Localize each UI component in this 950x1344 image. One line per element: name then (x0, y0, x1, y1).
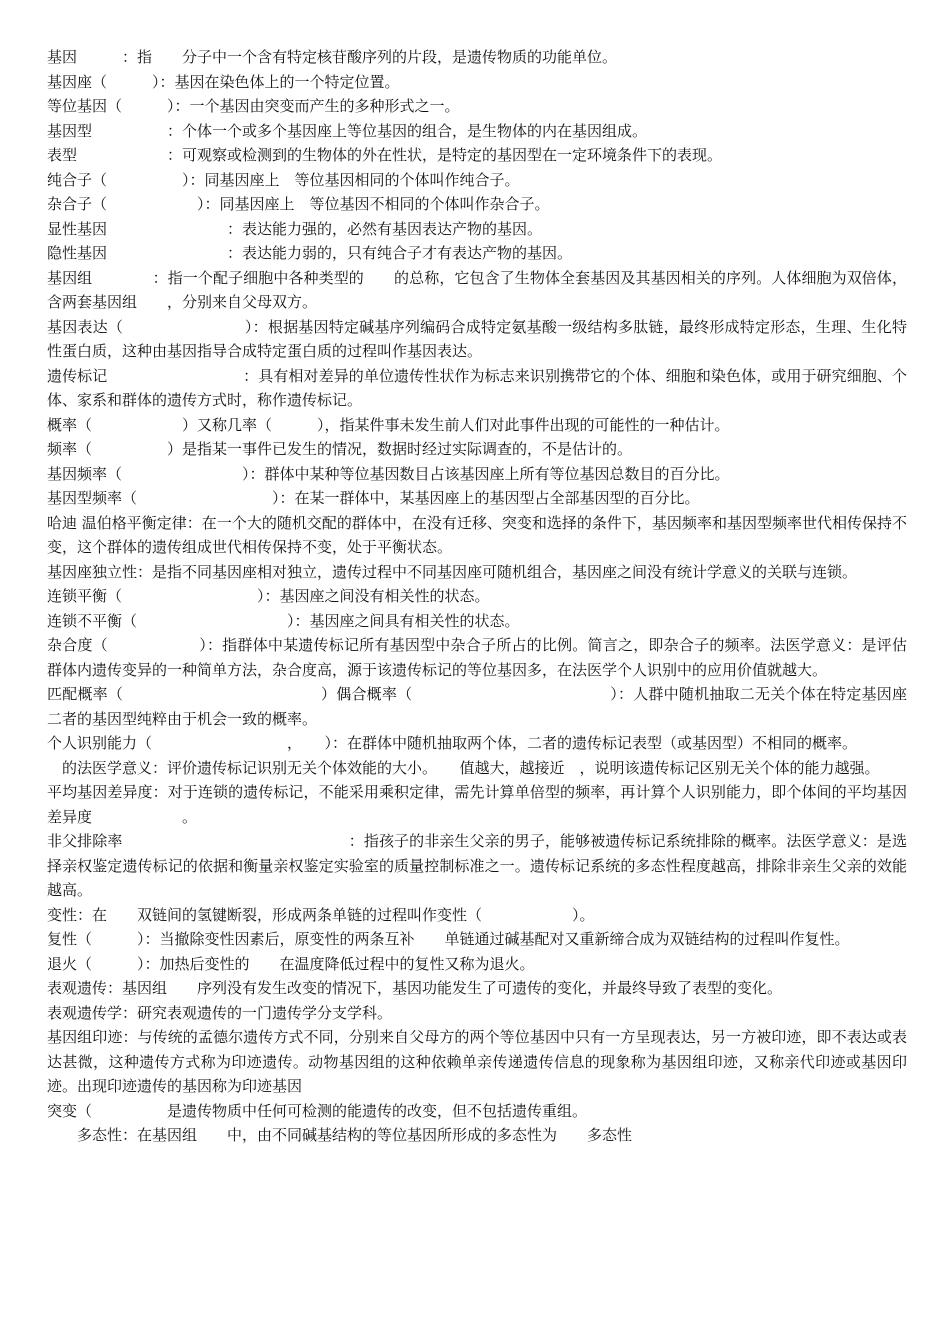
paragraph-frequency: 频率（ ）是指某一事件已发生的情况，数据时经过实际调查的，不是估计的。 (47, 440, 633, 458)
paragraph-genotype-frequency: 基因型频率（ ）：在某一群体中，某基因座上的基因型占全部基因型的百分比。 (47, 489, 700, 507)
paragraph-mean-gene-diversity: 平均基因差异度：对于连锁的遗传标记，不能采用乘积定律，需先计算单倍型的频率，再计算个人识别能力，即个体间的平均基因差异度 。 (47, 783, 907, 826)
paragraph-allele: 等位基因（ ）：一个基因由突变而产生的多种形式之一。 (47, 97, 460, 115)
paragraph-recessive-gene: 隐性基因 ：表达能力弱的，只有纯合子才有表达产物的基因。 (47, 244, 573, 262)
paragraph-heterozygosity: 杂合度（ ）：指群体中某遗传标记所有基因型中杂合子所占的比例。简言之，即杂合子的频率。法医学意义：是评估群体内遗传变异的一种简单方法，杂合度高，源于该遗传标记的等位基因多，在法医学个人识别中的应用价值就越大。 (47, 636, 907, 679)
paragraph-locus: 基因座（ ）：基因在染色体上的一个特定位置。 (47, 72, 400, 91)
paragraph-gene-expression: 基因表达（ ）：根据基因特定碱基序列编码合成特定氨基酸一级结构多肽链，最终形成特定形态，生理、生化特性蛋白质，这种由基因指导合成特定蛋白质的过程叫作基因表达。 (47, 317, 907, 360)
paragraph-gene: 基因 ：指 分子中一个含有特定核苷酸序列的片段，是遗传物质的功能单位。 (47, 48, 618, 66)
paragraph-phenotype: 表型 ：可观察或检测到的生物体的外在性状，是特定的基因型在一定环境条件下的表现。 (47, 146, 723, 164)
paragraph-dominant-gene: 显性基因 ：表达能力强的，必然有基因表达产物的基因。 (47, 219, 543, 238)
document-body (47, 45, 907, 1148)
paragraph-homozygote: 纯合子（ ）：同基因座上 等位基因相同的个体叫作纯合子。 (47, 170, 520, 189)
paragraph-hardy-weinberg: 哈迪 温伯格平衡定律：在一个大的随机交配的群体中，在没有迁移、突变和选择的条件下，基因频率和基因型频率世代相传保持不变，这个群体的遗传组成世代相传保持不变，处于平衡状态。 (47, 513, 907, 556)
paragraph-dp-significance: 的法医学意义：评价遗传标记识别无关个体效能的大小。 值越大，越接近 ，说明该遗传标记区别无关个体的能力越强。 (47, 758, 880, 777)
paragraph-annealing: 退火（ ）：加热后变性的 在温度降低过程中的复性又称为退火。 (47, 954, 535, 973)
paragraph-epigenetics: 表观遗传：基因组 序列没有发生改变的情况下，基因功能发生了可遗传的变化，并最终导致了表型的变化。 (47, 979, 783, 997)
paragraph-genome: 基因组 ：指一个配子细胞中各种类型的 的总称，它包含了生物体全套基因及其基因相关的序列。人体细胞为双倍体，含两套基因组 ，分别来自父母双方。 (47, 268, 907, 311)
paragraph-exclusion-probability: 非父排除率 ：指孩子的非亲生父亲的男子，能够被遗传标记系统排除的概率。法医学意义：是选择亲权鉴定遗传标记的依据和衡量亲权鉴定实验室的质量控制标准之一。遗传标记系统的多态性程度越高，排除非亲生父亲的效能越高。 (47, 832, 907, 899)
paragraph-probability: 概率（ ）又称几率（ ），指某件事未发生前人们对此事件出现的可能性的一种估计。 (47, 415, 730, 434)
paragraph-genotype: 基因型 ：个体一个或多个基因座上等位基因的组合，是生物体的内在基因组成。 (47, 121, 648, 140)
paragraph-denaturation: 变性：在 双链间的氢键断裂，形成两条单链的过程叫作变性（ ）。 (47, 905, 595, 924)
paragraph-epigenetics-science: 表观遗传学：研究表观遗传的一门遗传学分支学科。 (47, 1003, 393, 1022)
paragraph-renaturation: 复性（ ）：当撤除变性因素后，原变性的两条互补 单链通过碱基配对又重新缔合成为双链结构的过程叫作复性。 (47, 930, 850, 948)
paragraph-match-probability: 匹配概率（ ）偶合概率（ ）：人群中随机抽取二无关个体在特定基因座二者的基因型纯粹由于机会一致的概率。 (47, 685, 907, 728)
paragraph-heterozygote: 杂合子（ ）：同基因座上 等位基因不相同的个体叫作杂合子。 (47, 195, 550, 213)
paragraph-genetic-marker: 遗传标记 ：具有相对差异的单位遗传性状作为标志来识别携带它的个体、细胞和染色体，或用于研究细胞、个体、家系和群体的遗传方式时，称作遗传标记。 (47, 366, 907, 409)
paragraph-linkage-equilibrium: 连锁平衡（ ）：基因座之间没有相关性的状态。 (47, 587, 490, 605)
paragraph-genomic-imprinting: 基因组印迹：与传统的孟德尔遗传方式不同，分别来自父母方的两个等位基因中只有一方呈现表达，另一方被印迹，即不表达或表达甚微，这种遗传方式称为印迹遗传。动物基因组的这种依赖单亲传递遗传信息的现象称为基因组印迹，又称亲代印迹或基因印迹。出现印迹遗传的基因称为印迹基因 (47, 1028, 907, 1095)
paragraph-linkage-disequilibrium: 连锁不平衡（ ）：基因座之间具有相关性的状态。 (47, 611, 520, 630)
paragraph-locus-independence: 基因座独立性：是指不同基因座相对独立，遗传过程中不同基因座可随机组合，基因座之间没有统计学意义的关联与连锁。 (47, 562, 858, 581)
paragraph-discrimination-power: 个人识别能力（ ， ）：在群体中随机抽取两个体，二者的遗传标记表型（或基因型）不相同的概率。 (47, 734, 858, 752)
paragraph-gene-frequency: 基因频率（ ）：群体中某种等位基因数目占该基因座上所有等位基因总数目的百分比。 (47, 464, 730, 483)
paragraph-mutation: 突变（ 是遗传物质中任何可检测的能遗传的改变，但不包括遗传重组。 (47, 1101, 588, 1120)
paragraph-polymorphism: 多态性：在基因组 中，由不同碱基结构的等位基因所形成的多态性为 多态性 (47, 1126, 633, 1144)
